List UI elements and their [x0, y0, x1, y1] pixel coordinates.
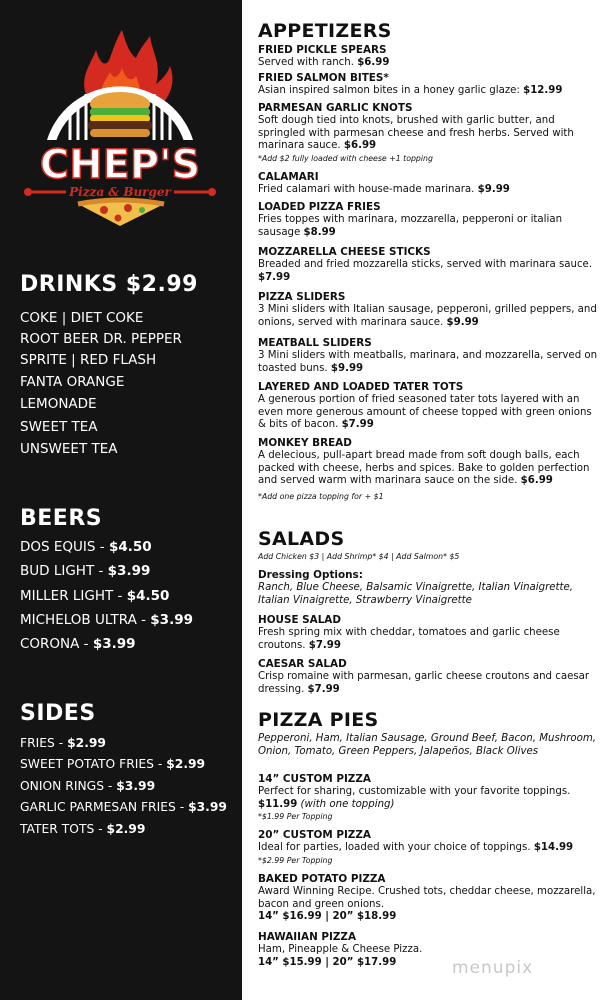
menu-item: 14” CUSTOM PIZZA Perfect for sharing, customizable with your favorite toppings. $11.99 (with one topping) *$1.99 Per Topping — [258, 773, 571, 822]
drink-item: ROOT BEER DR. PEPPER — [20, 331, 182, 347]
menu-item: HAWAIIAN PIZZA Ham, Pineapple & Cheese Pizza. 14” $15.99 | 20” $17.99 — [258, 931, 423, 968]
side-item: GARLIC PARMESAN FRIES - $3.99 — [20, 800, 227, 814]
salads-heading: SALADS — [258, 528, 345, 550]
menu-item: FRIED PICKLE SPEARS Served with ranch. $6.99 — [258, 44, 390, 68]
menu-item: MONKEY BREAD A delecious, pull-apart bread made from soft dough balls, each packed with cheese, herbs and spices. Bake to golden perfection and served warm with marinara sauce on the side. $6.99 *Add one pizza topping for + $1 — [258, 437, 590, 502]
menu-item: 20” CUSTOM PIZZA Ideal for parties, loaded with your choice of toppings. $14.99 *$2.99 Per Topping — [258, 829, 574, 865]
dressing-options: Dressing Options: Ranch, Blue Cheese, Balsamic Vinaigrette, Italian Vinaigrette, Italian Vinaigrette, Strawberry Vinaigrette — [258, 569, 574, 606]
menu-item: LAYERED AND LOADED TATER TOTS A generous portion of fried seasoned tater tots layered with an even more generous amount of cheese topped with green onions & bits of bacon. $7.99 — [258, 381, 592, 431]
appetizers-heading: APPETIZERS — [258, 20, 392, 42]
drinks-heading: DRINKS $2.99 — [20, 272, 198, 297]
menu-item: FRIED SALMON BITES* Asian inspired salmon bites in a honey garlic glaze: $12.99 — [258, 72, 563, 96]
sides-heading: SIDES — [20, 701, 96, 726]
beer-item: MILLER LIGHT - $4.50 — [20, 588, 170, 604]
brand-name: CHEP'S — [39, 142, 201, 188]
menu-item: PIZZA SLIDERS 3 Mini sliders with Italian sausage, pepperoni, grilled peppers, and onions, served with marinara sauce. $9.99 — [258, 291, 597, 328]
beer-item: BUD LIGHT - $3.99 — [20, 563, 151, 579]
beer-item: CORONA - $3.99 — [20, 636, 136, 652]
pizza-heading: PIZZA PIES — [258, 709, 379, 731]
menu-item: CAESAR SALAD Crisp romaine with parmesan, garlic cheese croutons and caesar dressing. $7.99 — [258, 658, 590, 695]
menu-item: MEATBALL SLIDERS 3 Mini sliders with meatballs, marinara, and mozzarella, served on toasted buns. $9.99 — [258, 337, 598, 374]
brand-tagline: Pizza & Burger — [69, 185, 171, 199]
drink-item: SPRITE | RED FLASH — [20, 352, 157, 368]
menu-item: MOZZARELLA CHEESE STICKS Breaded and fried mozzarella sticks, served with marinara sauce. $7.99 — [258, 246, 593, 283]
menu-item: LOADED PIZZA FRIES Fries toppes with marinara, mozzarella, pepperoni or italian sausage $8.99 — [258, 201, 563, 238]
menu-item: CALAMARI Fried calamari with house-made marinara. $9.99 — [258, 171, 510, 195]
salad-addons: Add Chicken $3 | Add Shrimp* $4 | Add Salmon* $5 — [258, 552, 460, 561]
right-panel — [258, 0, 603, 1000]
drink-item: UNSWEET TEA — [20, 441, 118, 457]
pizza-toppings: Pepperoni, Ham, Italian Sausage, Ground Beef, Bacon, Mushroom, Onion, Tomato, Green Peppers, Jalapeños, Black Olives — [258, 733, 597, 757]
drink-item: LEMONADE — [20, 396, 97, 412]
drink-item: SWEET TEA — [20, 419, 98, 435]
menu-item: BAKED POTATO PIZZA Award Winning Recipe. Crushed tots, cheddar cheese, mozzarella, bacon and green onions. 14” $16.99 | 20” $18.99 — [258, 873, 596, 923]
menu-item: PARMESAN GARLIC KNOTS Soft dough tied into knots, brushed with garlic butter, and springled with parmesan cheese and fresh herbs. Served with marinara sauce. $6.99 *Add $2 fully loaded with cheese +1 topping — [258, 102, 574, 164]
burger-flame-pizza-logo-icon — [18, 28, 223, 228]
side-item: FRIES - $2.99 — [20, 736, 106, 750]
beer-item: DOS EQUIS - $4.50 — [20, 539, 152, 555]
side-item: SWEET POTATO FRIES - $2.99 — [20, 757, 206, 771]
drink-item: FANTA ORANGE — [20, 374, 125, 390]
beer-item: MICHELOB ULTRA - $3.99 — [20, 612, 193, 628]
beers-heading: BEERS — [20, 506, 103, 531]
watermark: menupix — [452, 958, 534, 978]
left-panel — [0, 0, 242, 1000]
side-item: ONION RINGS - $3.99 — [20, 779, 156, 793]
side-item: TATER TOTS - $2.99 — [20, 822, 146, 836]
menu-item: HOUSE SALAD Fresh spring mix with cheddar, tomatoes and garlic cheese croutons. $7.99 — [258, 614, 560, 651]
drink-item: COKE | DIET COKE — [20, 310, 144, 326]
